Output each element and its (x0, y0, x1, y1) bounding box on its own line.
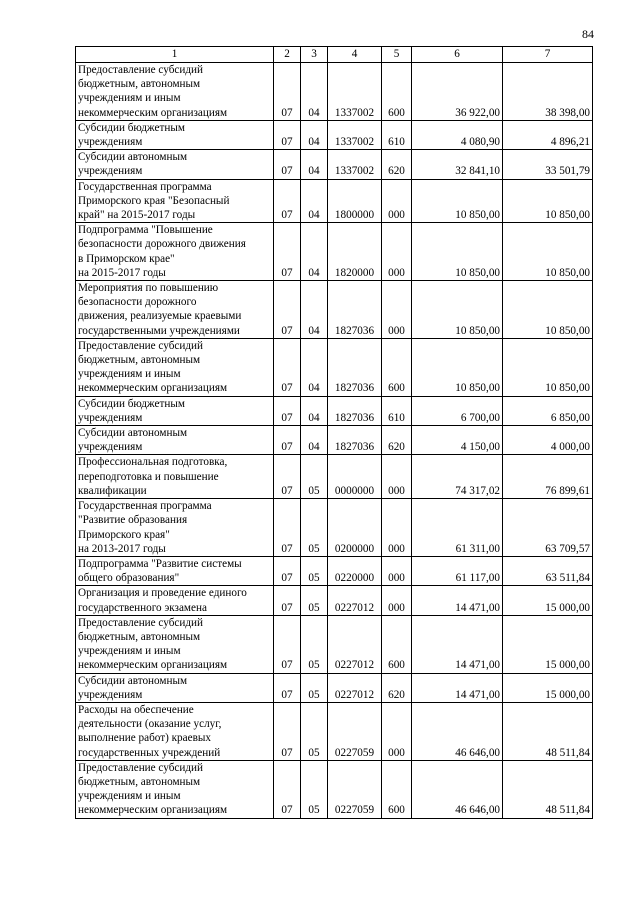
amount-cell: 10 850,00 (503, 281, 593, 339)
expense-type-cell: 620 (382, 426, 412, 455)
amount-cell: 6 700,00 (412, 396, 503, 425)
expense-type-cell: 000 (382, 556, 412, 585)
section-code-cell: 07 (274, 499, 301, 557)
table-body (76, 63, 593, 819)
row-name-cell: Субсидии автономным учреждениям (76, 426, 274, 455)
table-row (76, 426, 593, 455)
column-header-2: 2 (274, 47, 301, 63)
section-code-cell: 07 (274, 179, 301, 223)
section-code-cell: 07 (274, 760, 301, 818)
amount-cell: 61 311,00 (412, 499, 503, 557)
expense-type-cell: 000 (382, 499, 412, 557)
row-name-cell: Предоставление субсидий бюджетным, автономным учреждениям и иным некоммерческим организациям (76, 338, 274, 396)
row-name-cell: Подпрограмма "Развитие системы общего образования" (76, 556, 274, 585)
target-article-cell: 1827036 (328, 396, 382, 425)
target-article-cell: 0227059 (328, 760, 382, 818)
row-name-cell: Профессиональная подготовка, переподготовка и повышение квалификации (76, 455, 274, 499)
target-article-cell: 1827036 (328, 281, 382, 339)
subsection-code-cell: 04 (301, 223, 328, 281)
table-row (76, 150, 593, 179)
row-name-cell: Субсидии автономным учреждениям (76, 150, 274, 179)
table-header-row (76, 47, 593, 63)
column-header-5: 5 (382, 47, 412, 63)
amount-cell: 10 850,00 (412, 223, 503, 281)
section-code-cell: 07 (274, 338, 301, 396)
subsection-code-cell: 04 (301, 338, 328, 396)
section-code-cell: 07 (274, 556, 301, 585)
table-row (76, 455, 593, 499)
section-code-cell: 07 (274, 426, 301, 455)
target-article-cell: 1337002 (328, 63, 382, 121)
row-name-cell: Расходы на обеспечение деятельности (оказание услуг, выполнение работ) краевых государственных учреждений (76, 702, 274, 760)
row-name-cell: Организация и проведение единого государственного экзамена (76, 586, 274, 615)
page-number: 84 (582, 27, 594, 41)
table-row (76, 338, 593, 396)
amount-cell: 4 896,21 (503, 120, 593, 149)
row-name-cell: Предоставление субсидий бюджетным, автономным учреждениям и иным некоммерческим организациям (76, 760, 274, 818)
target-article-cell: 0220000 (328, 556, 382, 585)
section-code-cell: 07 (274, 150, 301, 179)
table-row (76, 499, 593, 557)
subsection-code-cell: 04 (301, 281, 328, 339)
section-code-cell: 07 (274, 281, 301, 339)
column-header-3: 3 (301, 47, 328, 63)
subsection-code-cell: 04 (301, 396, 328, 425)
table-row (76, 223, 593, 281)
subsection-code-cell: 05 (301, 760, 328, 818)
amount-cell: 76 899,61 (503, 455, 593, 499)
expense-type-cell: 620 (382, 673, 412, 702)
amount-cell: 10 850,00 (503, 223, 593, 281)
amount-cell: 10 850,00 (412, 338, 503, 396)
amount-cell: 6 850,00 (503, 396, 593, 425)
expense-type-cell: 000 (382, 281, 412, 339)
amount-cell: 46 646,00 (412, 702, 503, 760)
amount-cell: 48 511,84 (503, 760, 593, 818)
amount-cell: 46 646,00 (412, 760, 503, 818)
target-article-cell: 1800000 (328, 179, 382, 223)
amount-cell: 4 080,90 (412, 120, 503, 149)
table-row (76, 396, 593, 425)
amount-cell: 36 922,00 (412, 63, 503, 121)
subsection-code-cell: 05 (301, 556, 328, 585)
section-code-cell: 07 (274, 63, 301, 121)
expense-type-cell: 600 (382, 338, 412, 396)
target-article-cell: 0227059 (328, 702, 382, 760)
amount-cell: 10 850,00 (503, 179, 593, 223)
row-name-cell: Субсидии бюджетным учреждениям (76, 120, 274, 149)
amount-cell: 15 000,00 (503, 673, 593, 702)
table-row (76, 120, 593, 149)
row-name-cell: Мероприятия по повышению безопасности дорожного движения, реализуемые краевыми государственными учреждениями (76, 281, 274, 339)
table-row (76, 702, 593, 760)
table-row (76, 63, 593, 121)
table-row (76, 615, 593, 673)
table-row (76, 281, 593, 339)
column-header-7: 7 (503, 47, 593, 63)
target-article-cell: 1337002 (328, 150, 382, 179)
row-name-cell: Предоставление субсидий бюджетным, автономным учреждениям и иным некоммерческим организациям (76, 615, 274, 673)
amount-cell: 14 471,00 (412, 615, 503, 673)
section-code-cell: 07 (274, 586, 301, 615)
subsection-code-cell: 05 (301, 499, 328, 557)
expense-type-cell: 610 (382, 396, 412, 425)
subsection-code-cell: 04 (301, 179, 328, 223)
section-code-cell: 07 (274, 455, 301, 499)
amount-cell: 38 398,00 (503, 63, 593, 121)
amount-cell: 63 709,57 (503, 499, 593, 557)
section-code-cell: 07 (274, 615, 301, 673)
expense-type-cell: 000 (382, 702, 412, 760)
table-row (76, 586, 593, 615)
row-name-cell: Государственная программа "Развитие образования Приморского края" на 2013-2017 годы (76, 499, 274, 557)
amount-cell: 4 150,00 (412, 426, 503, 455)
column-header-6: 6 (412, 47, 503, 63)
section-code-cell: 07 (274, 223, 301, 281)
row-name-cell: Субсидии бюджетным учреждениям (76, 396, 274, 425)
amount-cell: 63 511,84 (503, 556, 593, 585)
row-name-cell: Подпрограмма "Повышение безопасности дорожного движения в Приморском крае" на 2015-2017 годы (76, 223, 274, 281)
expense-type-cell: 610 (382, 120, 412, 149)
amount-cell: 15 000,00 (503, 615, 593, 673)
target-article-cell: 0227012 (328, 615, 382, 673)
amount-cell: 61 117,00 (412, 556, 503, 585)
table-row (76, 673, 593, 702)
row-name-cell: Государственная программа Приморского края "Безопасный край" на 2015-2017 годы (76, 179, 274, 223)
section-code-cell: 07 (274, 120, 301, 149)
section-code-cell: 07 (274, 673, 301, 702)
amount-cell: 15 000,00 (503, 586, 593, 615)
subsection-code-cell: 05 (301, 702, 328, 760)
target-article-cell: 0200000 (328, 499, 382, 557)
budget-table (75, 46, 593, 819)
expense-type-cell: 000 (382, 179, 412, 223)
table-row (76, 760, 593, 818)
expense-type-cell: 620 (382, 150, 412, 179)
amount-cell: 4 000,00 (503, 426, 593, 455)
amount-cell: 33 501,79 (503, 150, 593, 179)
amount-cell: 10 850,00 (412, 179, 503, 223)
row-name-cell: Предоставление субсидий бюджетным, автономным учреждениям и иным некоммерческим организациям (76, 63, 274, 121)
amount-cell: 10 850,00 (503, 338, 593, 396)
row-name-cell: Субсидии автономным учреждениям (76, 673, 274, 702)
target-article-cell: 0227012 (328, 586, 382, 615)
expense-type-cell: 600 (382, 63, 412, 121)
expense-type-cell: 000 (382, 586, 412, 615)
subsection-code-cell: 05 (301, 615, 328, 673)
section-code-cell: 07 (274, 396, 301, 425)
subsection-code-cell: 04 (301, 426, 328, 455)
target-article-cell: 1337002 (328, 120, 382, 149)
subsection-code-cell: 05 (301, 586, 328, 615)
amount-cell: 48 511,84 (503, 702, 593, 760)
amount-cell: 14 471,00 (412, 673, 503, 702)
table-row (76, 179, 593, 223)
subsection-code-cell: 05 (301, 673, 328, 702)
expense-type-cell: 000 (382, 223, 412, 281)
column-header-1: 1 (76, 47, 274, 63)
target-article-cell: 1820000 (328, 223, 382, 281)
subsection-code-cell: 04 (301, 120, 328, 149)
amount-cell: 10 850,00 (412, 281, 503, 339)
target-article-cell: 0000000 (328, 455, 382, 499)
column-header-4: 4 (328, 47, 382, 63)
subsection-code-cell: 04 (301, 150, 328, 179)
expense-type-cell: 600 (382, 760, 412, 818)
amount-cell: 32 841,10 (412, 150, 503, 179)
section-code-cell: 07 (274, 702, 301, 760)
target-article-cell: 0227012 (328, 673, 382, 702)
subsection-code-cell: 05 (301, 455, 328, 499)
target-article-cell: 1827036 (328, 426, 382, 455)
table-row (76, 556, 593, 585)
expense-type-cell: 000 (382, 455, 412, 499)
expense-type-cell: 600 (382, 615, 412, 673)
target-article-cell: 1827036 (328, 338, 382, 396)
amount-cell: 74 317,02 (412, 455, 503, 499)
subsection-code-cell: 04 (301, 63, 328, 121)
amount-cell: 14 471,00 (412, 586, 503, 615)
